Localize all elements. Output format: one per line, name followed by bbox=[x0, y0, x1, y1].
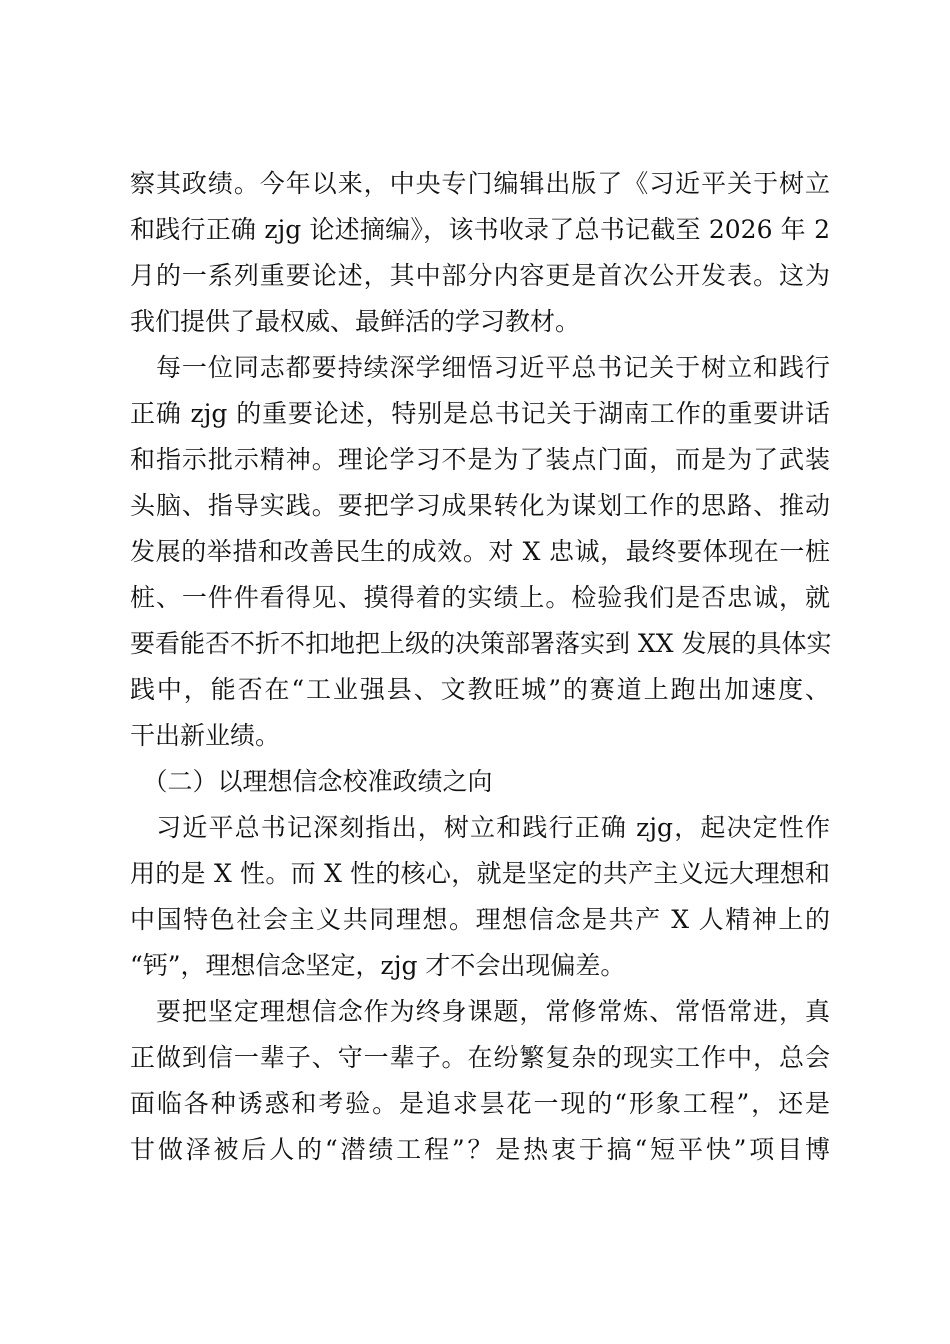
text-line: 和践行正确 zjg 论述摘编》，该书收录了总书记截至 2026 年 2 bbox=[130, 215, 830, 244]
text-line: 我们提供了最权威、最鲜活的学习教材。 bbox=[130, 307, 581, 336]
text-line: 和指示批示精神。理论学习不是为了装点门面，而是为了武装 bbox=[130, 445, 830, 474]
text-line: 正确 zjg 的重要论述，特别是总书记关于湖南工作的重要讲话 bbox=[130, 399, 830, 428]
text-line: 干出新业绩。 bbox=[130, 721, 281, 750]
text-line: 桩、一件件看得见、摸得着的实绩上。检验我们是否忠诚，就 bbox=[130, 583, 830, 612]
text-line: 每一位同志都要持续深学细悟习近平总书记关于树立和践行 bbox=[130, 353, 830, 382]
text-line: 要看能否不折不扣地把上级的决策部署落实到 XX 发展的具体实 bbox=[130, 629, 832, 658]
text-line: 要把坚定理想信念作为终身课题，常修常炼、常悟常进，真 bbox=[130, 997, 830, 1026]
text-line: 发展的举措和改善民生的成效。对 X 忠诚，最终要体现在一桩 bbox=[130, 537, 830, 566]
text-line: 面临各种诱惑和考验。是追求昙花一现的“形象工程”，还是 bbox=[130, 1089, 830, 1118]
text-line: 中国特色社会主义共同理想。理想信念是共产 X 人精神上的 bbox=[130, 905, 830, 934]
text-line: 头脑、指导实践。要把学习成果转化为谋划工作的思路、推动 bbox=[130, 491, 830, 520]
text-line: 正做到信一辈子、守一辈子。在纷繁复杂的现实工作中，总会 bbox=[130, 1043, 830, 1072]
text-line: 察其政绩。今年以来，中央专门编辑出版了《习近平关于树立 bbox=[130, 169, 830, 198]
text-line: 用的是 X 性。而 X 性的核心，就是坚定的共产主义远大理想和 bbox=[130, 859, 830, 888]
text-line: 甘做泽被后人的“潜绩工程”？是热衷于搞“短平快”项目博 bbox=[130, 1135, 830, 1164]
section-heading: （二）以理想信念校准政绩之向 bbox=[130, 767, 493, 796]
text-line: “钙”，理想信念坚定，zjg 才不会出现偏差。 bbox=[130, 951, 626, 980]
text-line: 月的一系列重要论述，其中部分内容更是首次公开发表。这为 bbox=[130, 261, 830, 290]
text-line: 习近平总书记深刻指出，树立和践行正确 zjg，起决定性作 bbox=[130, 813, 830, 842]
text-line: 践中，能否在“工业强县、文教旺城”的赛道上跑出加速度、 bbox=[130, 675, 830, 704]
